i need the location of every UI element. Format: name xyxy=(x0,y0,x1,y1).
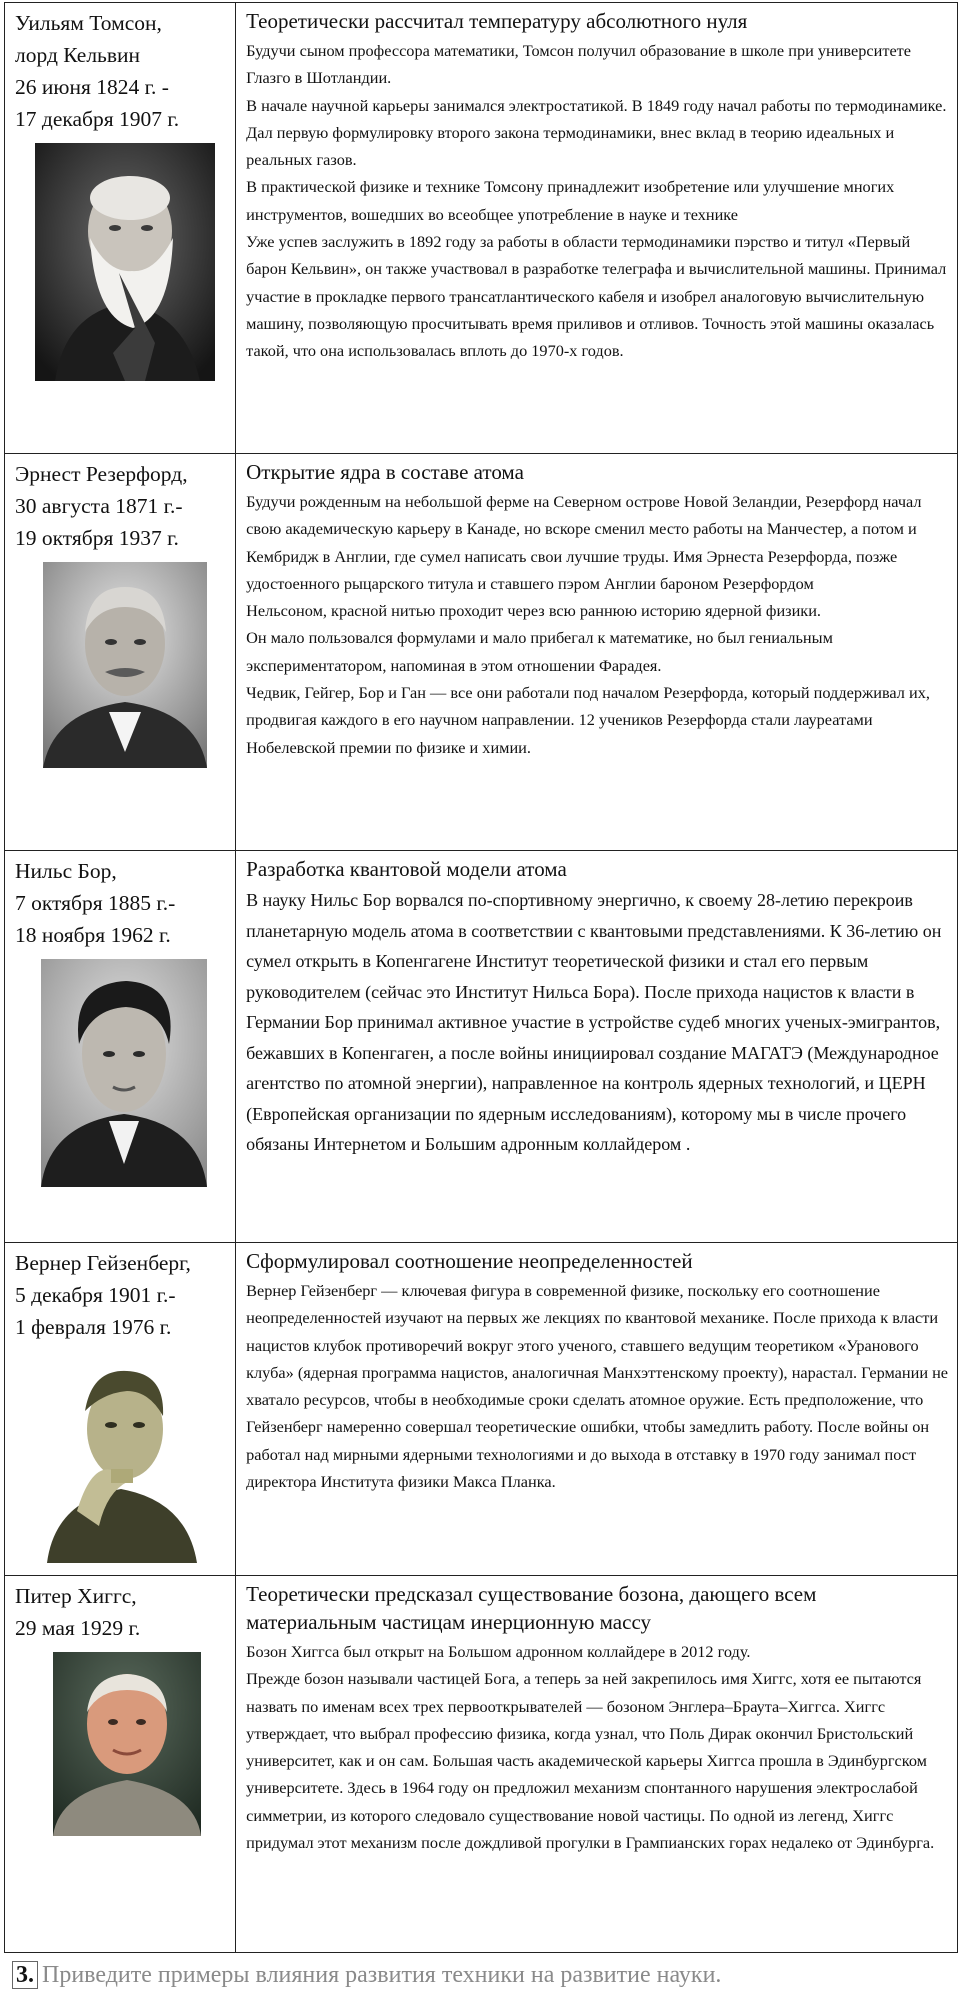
description-text xyxy=(246,885,949,1160)
description-cell xyxy=(236,1576,958,1953)
date-line: 30 августа 1871 г.- xyxy=(15,494,183,518)
table-row xyxy=(5,454,958,851)
achievement-title: Теоретически предсказал существование бозона, дающего всем материальным частицам инерционную массу xyxy=(246,1582,817,1634)
date-line: 29 мая 1929 г. xyxy=(15,1616,141,1640)
date-line: 5 декабря 1901 г.- xyxy=(15,1283,176,1307)
name-line: Питер Хиггс, xyxy=(15,1584,137,1608)
achievement-title: Сформулировал соотношение неопределенностей xyxy=(246,1249,693,1273)
portrait-photo xyxy=(35,143,215,381)
description-cell xyxy=(236,3,958,454)
achievement-title: Открытие ядра в составе атома xyxy=(246,460,524,484)
biography-sheet xyxy=(4,2,956,1953)
paragraph: Будучи сыном профессора математики, Томсон получил образование в школе при университете Глазго в Шотландии. xyxy=(246,41,912,88)
date-line: 18 ноября 1962 г. xyxy=(15,923,171,947)
name-line: Нильс Бор, xyxy=(15,859,117,883)
description-cell xyxy=(236,454,958,851)
table-row xyxy=(5,1243,958,1576)
scientist-cell xyxy=(5,1576,236,1953)
paragraph: Уже успев заслужить в 1892 году за работы в области термодинамики пэрство и титул «Первый барон Кельвин», он также участвовал в разработке телеграфа и вычислительной машины. Принимал участие в прокладке первого трансатлантического кабеля и изобрел аналоговую вычислительную машину, позволяющую просчитывать время приливов и отливов. Точность этой машины оказалась такой, что она использовалась вплоть до 1970-х годов. xyxy=(246,232,947,361)
scientist-cell xyxy=(5,3,236,454)
paragraph: Чедвик, Гейгер, Бор и Ган — все они работали под началом Резерфорда, который поддерживал их, продвигая каждого в его научном направлении. 12 учеников Резерфорда стали лауреатами Нобелевской премии по физике и химии. xyxy=(246,683,930,757)
date-line: 26 июня 1824 г. - xyxy=(15,75,169,99)
table-row xyxy=(5,3,958,454)
name-line: Эрнест Резерфорд, xyxy=(15,462,188,486)
paragraph: Нельсоном, красной нитью проходит через всю раннюю историю ядерной физики. xyxy=(246,601,821,621)
scientists-table xyxy=(4,2,958,1953)
task-number: 3. xyxy=(12,1961,38,1989)
scientist-cell xyxy=(5,1243,236,1576)
paragraph: Будучи рожденным на небольшой ферме на Северном острове Новой Зеландии, Резерфорд начал свою академическую карьеру в Канаде, но вскоре сменил место работы на Манчестер, а потом и Кембридж в Англии, где сумел написать свои лучшие труды. Имя Эрнеста Резерфорда, позже удостоенного рыцарского титула и ставшего пэром Англии бароном Резерфордом xyxy=(246,492,922,593)
date-line: 7 октября 1885 г.- xyxy=(15,891,176,915)
task-text: Приведите примеры влияния развития техники на развитие науки. xyxy=(42,1962,722,1988)
name-line: Вернер Гейзенберг, xyxy=(15,1251,191,1275)
date-line: 19 октября 1937 г. xyxy=(15,526,179,550)
paragraph: Вернер Гейзенберг — ключевая фигура в современной физике, поскольку его соотношение неопределенностей изучают на первых же лекциях по квантовой механике. После прихода к власти нацистов клубок противоречий вокруг этого ученого, ставшего ведущим теоретиком «Уранового клуба» (ядерная программа нацистов, аналогичная Манхэттенскому проекту), нарастал. Германии не хватало ресурсов, чтобы в необходимые сроки сделать атомное оружие. Есть предположение, что Гейзенберг намеренно совершал теоретические ошибки, чтобы замедлить работу. После войны он работал над мирными ядерными технологиями и до выхода в отставку в 1970 году занимал пост директора Института физики Макса Планка. xyxy=(246,1281,949,1492)
description-text xyxy=(246,488,949,761)
scientist-cell xyxy=(5,851,236,1243)
paragraph: В практической физике и технике Томсону принадлежит изобретение или улучшение многих инструментов, вошедших во всеобщее употребление в науке и технике xyxy=(246,177,895,224)
paragraph: В науку Нильс Бор ворвался по-спортивному энергично, к своему 28-летию перекроив планетарную модель атома в соответствии с квантовыми представлениями. К 36-летию он сумел открыть в Копенгагене Институт теоретической физики и стал его первым руководителем (сейчас это Институт Нильса Бора). После прихода нацистов к власти в Германии Бор принимал активное участие в устройстве судеб многих ученых-эмигрантов, бежавших в Копенгаген, а после войны инициировал создание МАГАТЭ (Международное агентство по атомной энергии), направленное на контроль ядерных технологий, и ЦЕРН (Европейская организации по ядерным исследованиям), которому мы в числе прочего обязаны Интернетом и Большим адронным коллайдером . xyxy=(246,890,942,1154)
description-text xyxy=(246,1277,949,1495)
date-line: 1 февраля 1976 г. xyxy=(15,1315,172,1339)
description-cell xyxy=(236,1243,958,1576)
portrait-photo xyxy=(41,959,207,1187)
paragraph: Он мало пользовался формулами и мало прибегал к математике, но был гениальным экспериментатором, напоминая в этом отношении Фарадея. xyxy=(246,628,833,675)
achievement-title: Теоретически рассчитал температуру абсолютного нуля xyxy=(246,9,748,33)
date-line: 17 декабря 1907 г. xyxy=(15,107,180,131)
description-text xyxy=(246,1638,949,1856)
name-line: Уильям Томсон, xyxy=(15,11,162,35)
scientist-cell xyxy=(5,454,236,851)
description-cell xyxy=(236,851,958,1243)
paragraph: Прежде бозон называли частицей Бога, а теперь за ней закрепилось имя Хиггс, хотя ее пытаются назвать по именам всех трех первооткрывателей — бозоном Энглера–Браута–Хиггса. Хиггс утверждает, что выбрал профессию физика, когда узнал, что Поль Дирак окончил Бристольский университет, как и он сам. Большая часть академической карьеры Хиггса прошла в Эдинбургском университете. Здесь в 1964 году он предложил механизм спонтанного нарушения электрослабой симметрии, из которого следовало существование новой частицы. По одной из легенд, Хиггс придумал этот механизм после дождливой прогулки в Грампианских горах недалеко от Эдинбурга. xyxy=(246,1669,935,1853)
task-prompt xyxy=(12,1961,721,1989)
portrait-photo xyxy=(43,562,207,768)
paragraph: Бозон Хиггса был открыт на Большом адронном коллайдере в 2012 году. xyxy=(246,1642,751,1661)
portrait-photo xyxy=(53,1652,201,1836)
paragraph: В начале научной карьеры занимался электростатикой. В 1849 году начал работы по термодинамике. Дал первую формулировку второго закона термодинамики, внес вклад в теорию идеальных и реальных газов. xyxy=(246,95,947,170)
table-row xyxy=(5,851,958,1243)
name-line: лорд Кельвин xyxy=(15,43,141,67)
portrait-photo xyxy=(37,1351,205,1563)
achievement-title: Разработка квантовой модели атома xyxy=(246,857,567,881)
description-text xyxy=(246,37,949,365)
table-row xyxy=(5,1576,958,1953)
